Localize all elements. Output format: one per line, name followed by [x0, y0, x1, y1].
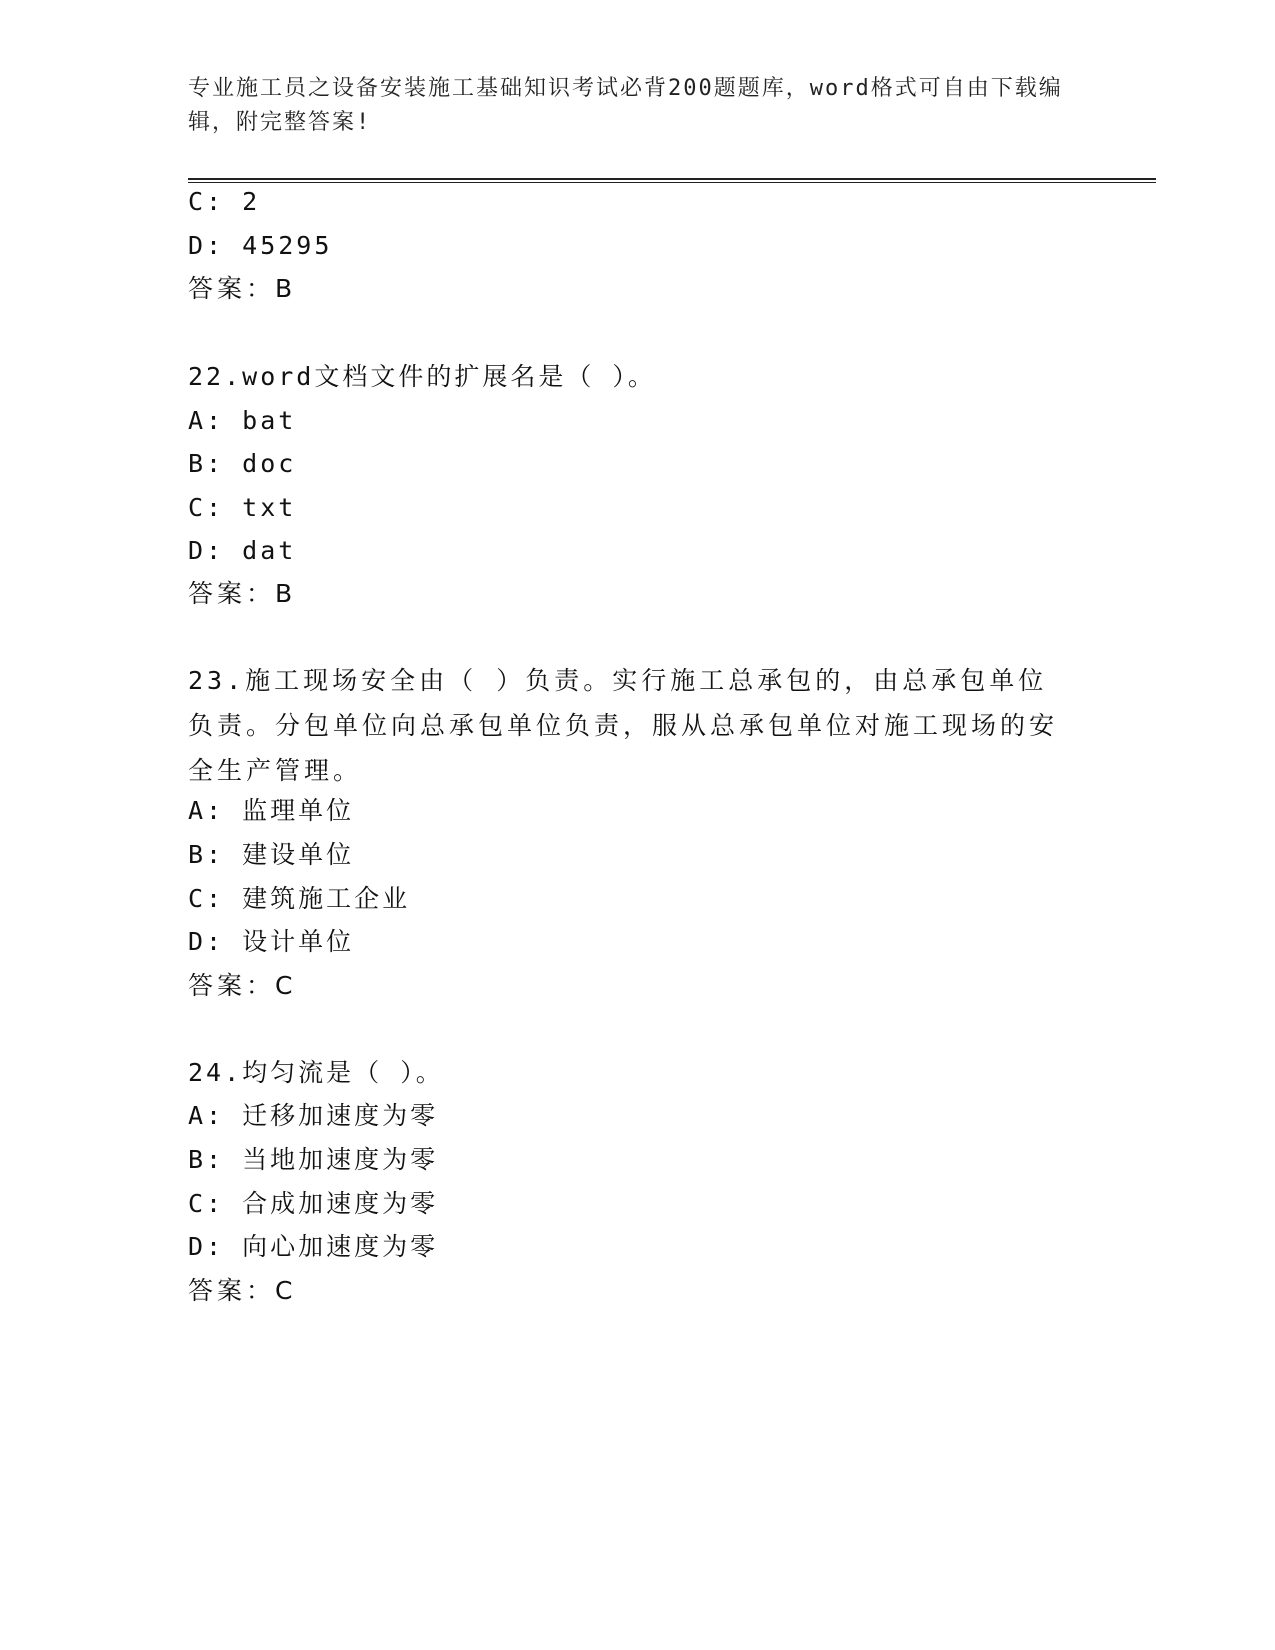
option-a: A: bat [188, 406, 297, 435]
option-b: B: 建设单位 [188, 840, 355, 869]
option-c: C: 建筑施工企业 [188, 884, 411, 913]
question-stem-24: 24.均匀流是（ ）。 [188, 1058, 444, 1087]
question-stem-22: 22.word文档文件的扩展名是（ ）。 [188, 362, 656, 391]
option-a: A: 监理单位 [188, 796, 355, 825]
option-d: D: 45295 [188, 231, 333, 260]
option-b: B: doc [188, 449, 297, 478]
answer-line: 答案：C [188, 1276, 297, 1305]
option-a: A: 迁移加速度为零 [188, 1101, 439, 1130]
option-d: D: dat [188, 536, 297, 565]
header-double-rule [188, 178, 1156, 183]
answer-line: 答案：B [188, 579, 297, 608]
option-d: D: 设计单位 [188, 927, 355, 956]
option-d: D: 向心加速度为零 [188, 1232, 439, 1261]
option-c: C: 2 [188, 187, 261, 216]
answer-line: 答案：B [188, 274, 297, 303]
question-stem-23: 23.施工现场安全由（ ）负责。实行施工总承包的，由总承包单位负责。分包单位向总承包单位负责，服从总承包单位对施工现场的安全生产管理。 [188, 666, 1059, 785]
option-b: B: 当地加速度为零 [188, 1145, 439, 1174]
option-c: C: 合成加速度为零 [188, 1189, 439, 1218]
document-header: 专业施工员之设备安装施工基础知识考试必背200题题库，word格式可自由下载编辑，附完整答案! [188, 76, 1063, 135]
answer-line: 答案：C [188, 971, 297, 1000]
option-c: C: txt [188, 493, 297, 522]
